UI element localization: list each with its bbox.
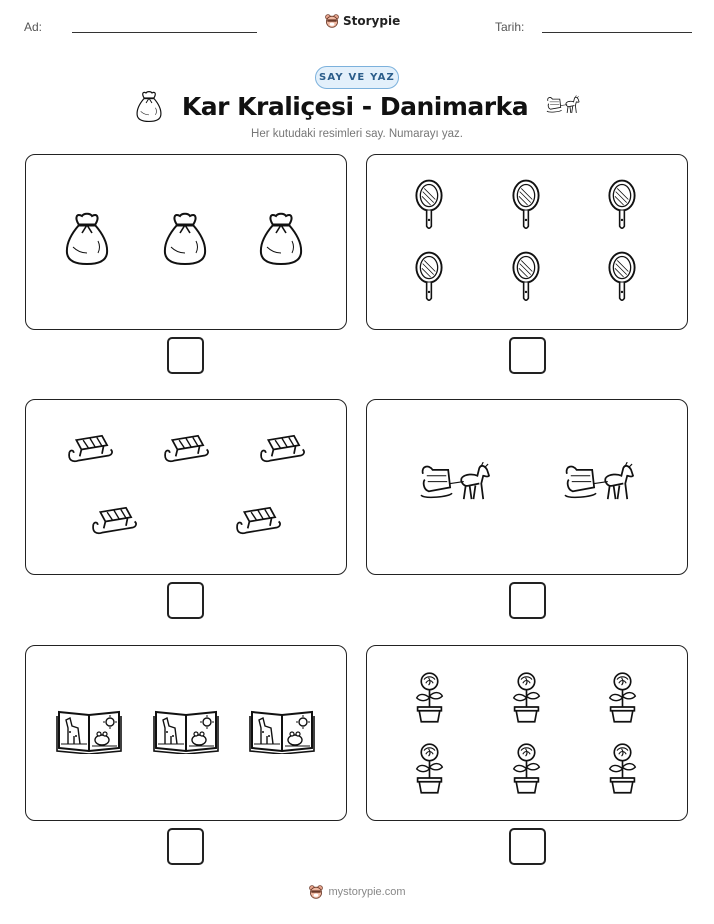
counting-box-5 [25,645,347,821]
hand-mirror-icon [413,251,445,303]
hand-mirror-icon [606,179,638,231]
answer-box-3[interactable] [167,582,204,619]
name-line[interactable] [72,32,257,33]
brand-name: Storypie [343,14,401,28]
activity-badge: SAY VE YAZ [315,66,399,89]
horse-sleigh-icon [419,462,491,507]
potted-rose-icon [510,670,543,724]
potted-rose-icon [510,741,543,795]
potted-rose-icon [606,670,639,724]
bear-icon [308,884,324,900]
picture-book-icon [249,706,315,754]
bear-icon [324,13,340,29]
potted-rose-icon [606,741,639,795]
answer-box-4[interactable] [509,582,546,619]
brand-logo [324,13,400,29]
date-label: Tarih: [495,20,525,34]
sack-icon [256,211,306,265]
sled-icon [90,505,138,538]
sled-icon [162,433,210,466]
footer [0,884,714,900]
sack-icon [134,90,164,122]
sleigh-icon [546,93,580,119]
footer-url[interactable]: mystorypie.com [328,886,406,898]
horse-sleigh-icon [563,462,635,507]
answer-box-1[interactable] [167,337,204,374]
sled-icon [258,433,306,466]
counting-box-6 [366,645,688,821]
sled-icon [66,433,114,466]
counting-box-3 [25,399,347,575]
sled-icon [234,505,282,538]
answer-box-5[interactable] [167,828,204,865]
counting-box-1 [25,154,347,330]
counting-box-2 [366,154,688,330]
sack-icon [160,211,210,265]
answer-box-2[interactable] [509,337,546,374]
hand-mirror-icon [510,179,542,231]
hand-mirror-icon [510,251,542,303]
answer-box-6[interactable] [509,828,546,865]
potted-rose-icon [413,670,446,724]
title-row [0,90,714,122]
sack-icon [62,211,112,265]
potted-rose-icon [413,741,446,795]
hand-mirror-icon [606,251,638,303]
instructions: Her kutudaki resimleri say. Numarayı yaz. [251,128,463,140]
name-label: Ad: [24,20,43,34]
counting-box-4 [366,399,688,575]
page-title: Kar Kraliçesi - Danimarka [181,91,529,121]
picture-book-icon [56,706,122,754]
date-line[interactable] [542,32,692,33]
picture-book-icon [153,706,219,754]
hand-mirror-icon [413,179,445,231]
